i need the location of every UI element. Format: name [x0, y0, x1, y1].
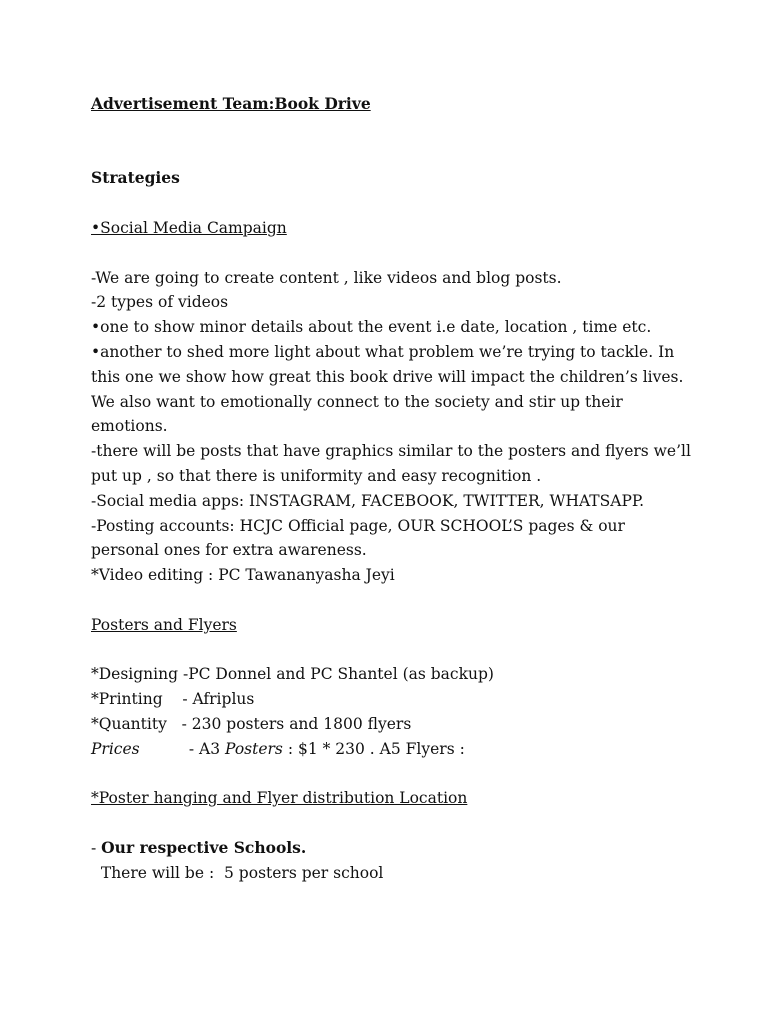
location-heading-text: *Poster hanging and Flyer distribution Location — [91, 789, 468, 808]
posters-quantity: *Quantity - 230 posters and 1800 flyers — [91, 714, 412, 733]
posters-prices — [91, 737, 691, 762]
prices-value-italic: Posters — [225, 739, 283, 758]
posters-heading — [91, 613, 691, 638]
prices-label: Prices — [91, 739, 140, 758]
posters-heading-text: Posters and Flyers — [91, 615, 237, 634]
social-line-minor-details: •one to show minor details about the event i.e date, location , time etc. — [91, 318, 652, 337]
social-media-heading-text: •Social Media Campaign — [91, 218, 287, 237]
document-page — [91, 92, 691, 886]
social-line-video-types: -2 types of videos — [91, 293, 229, 312]
posters-designing: *Designing -PC Donnel and PC Shantel (as backup) — [91, 665, 494, 684]
prices-value-rest: : $1 * 230 . A5 Flyers : — [282, 739, 465, 758]
location-item — [91, 836, 691, 861]
social-media-heading — [91, 216, 691, 241]
social-line-graphics: -there will be posts that have graphics similar to the posters and flyers we’ll put up , so that there is uniformity and easy recognition . — [91, 442, 691, 485]
social-line-content: -We are going to create content , like videos and blog posts. — [91, 268, 562, 287]
location-item-prefix: - — [91, 838, 102, 857]
prices-value: - A3 — [139, 739, 226, 758]
social-line-shed-light: •another to shed more light about what problem we’re trying to tackle. In this one we show how great this book drive will impact the children’s lives. We also want to emotionally connect to the society and stir up their emotions. — [91, 342, 684, 436]
strategies-heading: Strategies — [91, 168, 180, 188]
location-heading — [91, 786, 691, 811]
social-line-accounts: -Posting accounts: HCJC Official page, OUR SCHOOL’S pages & our personal ones for extra awareness. — [91, 516, 625, 560]
social-line-apps: -Social media apps: INSTAGRAM, FACEBOOK, TWITTER, WHATSAPP. — [91, 491, 645, 510]
social-line-video-editing: *Video editing : PC Tawananyasha Jeyi — [91, 566, 395, 585]
location-item-bold: Our respective Schools. — [101, 837, 307, 857]
location-item-detail: There will be : 5 posters per school — [91, 863, 384, 882]
document-title: Advertisement Team:Book Drive — [91, 94, 371, 113]
posters-printing: *Printing - Afriplus — [91, 690, 255, 709]
